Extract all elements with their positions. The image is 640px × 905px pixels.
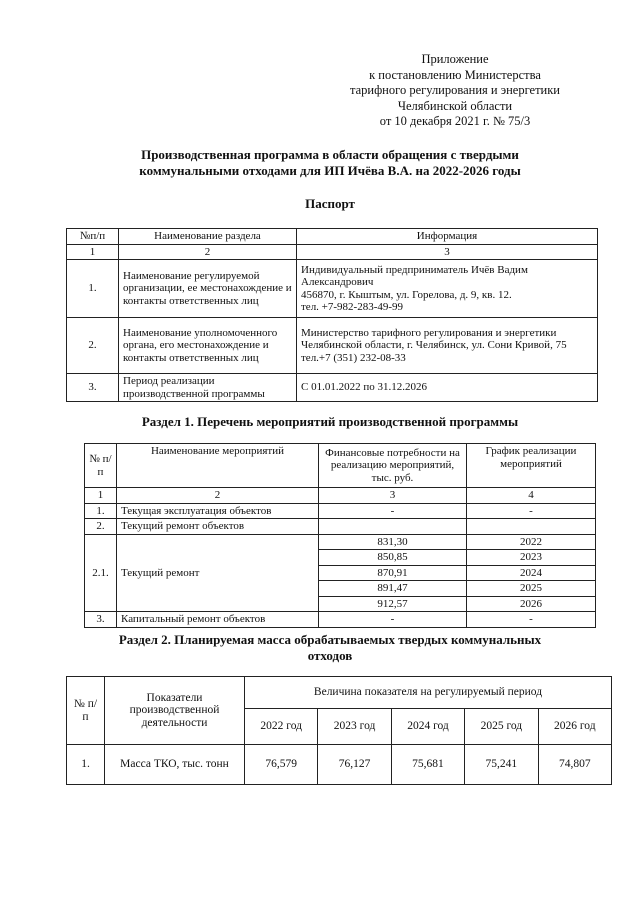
row-indicator: Масса ТКО, тыс. тонн [105, 745, 245, 785]
header-value: Величина показателя на регулируемый период [245, 677, 612, 709]
row-finance: 912,57 [319, 596, 467, 612]
row-name: Период реализации производственной программы [119, 374, 297, 402]
row-name: Текущий ремонт [117, 534, 319, 612]
row-num: 1. [85, 503, 117, 519]
header-num: №п/п [67, 229, 119, 245]
row-num: 2. [67, 318, 119, 374]
info-line: Челябинской области, г. Челябинск, ул. Сони Кривой, 75 [301, 339, 567, 352]
row-finance: 831,30 [319, 534, 467, 550]
index-cell: 1 [67, 244, 119, 260]
info-line: С 01.01.2022 по 31.12.2026 [301, 381, 427, 394]
document-title [60, 147, 600, 179]
row-schedule: - [467, 612, 596, 628]
index-cell: 2 [119, 244, 297, 260]
value-cell: 76,127 [318, 745, 391, 785]
section2-table [66, 676, 612, 785]
table-row [85, 612, 596, 628]
row-num: 3. [67, 374, 119, 402]
year-cell: 2023 год [318, 709, 391, 745]
row-num: 2.1. [85, 534, 117, 612]
index-cell: 4 [467, 488, 596, 504]
row-num: 1. [67, 260, 119, 318]
year-cell: 2022 год [245, 709, 318, 745]
header-name: Наименование мероприятий [117, 444, 319, 488]
row-num: 2. [85, 519, 117, 535]
section2-heading [60, 632, 600, 664]
row-schedule: 2023 [467, 550, 596, 566]
header-indicator: Показатели производственной деятельности [105, 677, 245, 745]
table-row [85, 519, 596, 535]
index-cell: 1 [85, 488, 117, 504]
section2-heading-line: отходов [307, 648, 353, 663]
table-header-row [67, 229, 598, 245]
row-finance: 870,91 [319, 565, 467, 581]
row-schedule: 2022 [467, 534, 596, 550]
info-line: Министерство тарифного регулирования и энергетики [301, 326, 557, 339]
value-cell: 74,807 [538, 745, 611, 785]
row-name: Текущая эксплуатация объектов [117, 503, 319, 519]
passport-table [66, 228, 598, 402]
row-info [297, 374, 598, 402]
table-header-row [85, 444, 596, 488]
table-row [85, 503, 596, 519]
index-cell: 3 [297, 244, 598, 260]
header-info: Информация [297, 229, 598, 245]
info-line: тел.+7 (351) 232-08-33 [301, 351, 406, 364]
index-cell: 2 [117, 488, 319, 504]
header-finance: Финансовые потребности на реализацию мероприятий, тыс. руб. [319, 444, 467, 488]
index-row [85, 488, 596, 504]
table-row [67, 745, 612, 785]
row-finance: - [319, 503, 467, 519]
row-schedule: 2026 [467, 596, 596, 612]
passport-heading: Паспорт [305, 196, 355, 211]
info-line: 456870, г. Кыштым, ул. Горелова, д. 9, кв. 12. [301, 288, 512, 301]
row-schedule [467, 519, 596, 535]
info-line: Александрович [301, 276, 374, 288]
table-row [67, 260, 598, 318]
row-finance: 891,47 [319, 581, 467, 597]
section1-table [84, 443, 596, 628]
header-schedule: График реализации мероприятий [467, 444, 596, 488]
row-name: Наименование регулируемой организации, ее местонахождение и контакты ответственных лиц [119, 260, 297, 318]
info-line: Индивидуальный предприниматель Ичёв Вадим [301, 263, 528, 276]
row-num: 1. [67, 745, 105, 785]
appendix-line: Челябинской области [397, 98, 513, 113]
document-title-line: Производственная программа в области обращения с твердыми [141, 147, 519, 162]
year-cell: 2026 год [538, 709, 611, 745]
row-finance: - [319, 612, 467, 628]
row-info [297, 318, 598, 374]
table-header-row [67, 677, 612, 709]
row-name: Капитальный ремонт объектов [117, 612, 319, 628]
value-cell: 76,579 [245, 745, 318, 785]
year-cell: 2024 год [391, 709, 464, 745]
row-name: Текущий ремонт объектов [117, 519, 319, 535]
row-finance [319, 519, 467, 535]
row-schedule: - [467, 503, 596, 519]
row-finance: 850,85 [319, 550, 467, 566]
section1-heading: Раздел 1. Перечень мероприятий производственной программы [141, 414, 519, 429]
header-num: № п/п [85, 444, 117, 488]
info-line: тел. +7-982-283-49-99 [301, 301, 404, 313]
row-info [297, 260, 598, 318]
row-schedule: 2024 [467, 565, 596, 581]
appendix-line: к постановлению Министерства [369, 67, 541, 82]
index-row [67, 244, 598, 260]
row-name: Наименование уполномоченного органа, его местонахождение и контакты ответственных лиц [119, 318, 297, 374]
value-cell: 75,241 [465, 745, 538, 785]
section2-heading-line: Раздел 2. Планируемая масса обрабатываемых твердых коммунальных [118, 632, 542, 647]
header-name: Наименование раздела [119, 229, 297, 245]
document-title-line: коммунальными отходами для ИП Ичёва В.А. на 2022-2026 годы [139, 163, 521, 178]
header-num: № п/п [67, 677, 105, 745]
year-cell: 2025 год [465, 709, 538, 745]
appendix-line: Приложение [421, 52, 489, 66]
row-schedule: 2025 [467, 581, 596, 597]
value-cell: 75,681 [391, 745, 464, 785]
table-row [85, 534, 596, 550]
table-row [67, 374, 598, 402]
appendix-line: тарифного регулирования и энергетики [349, 83, 561, 97]
appendix-line: от 10 декабря 2021 г. № 75/3 [379, 114, 531, 128]
index-cell: 3 [319, 488, 467, 504]
row-num: 3. [85, 612, 117, 628]
table-row [67, 318, 598, 374]
appendix-block [300, 52, 610, 130]
